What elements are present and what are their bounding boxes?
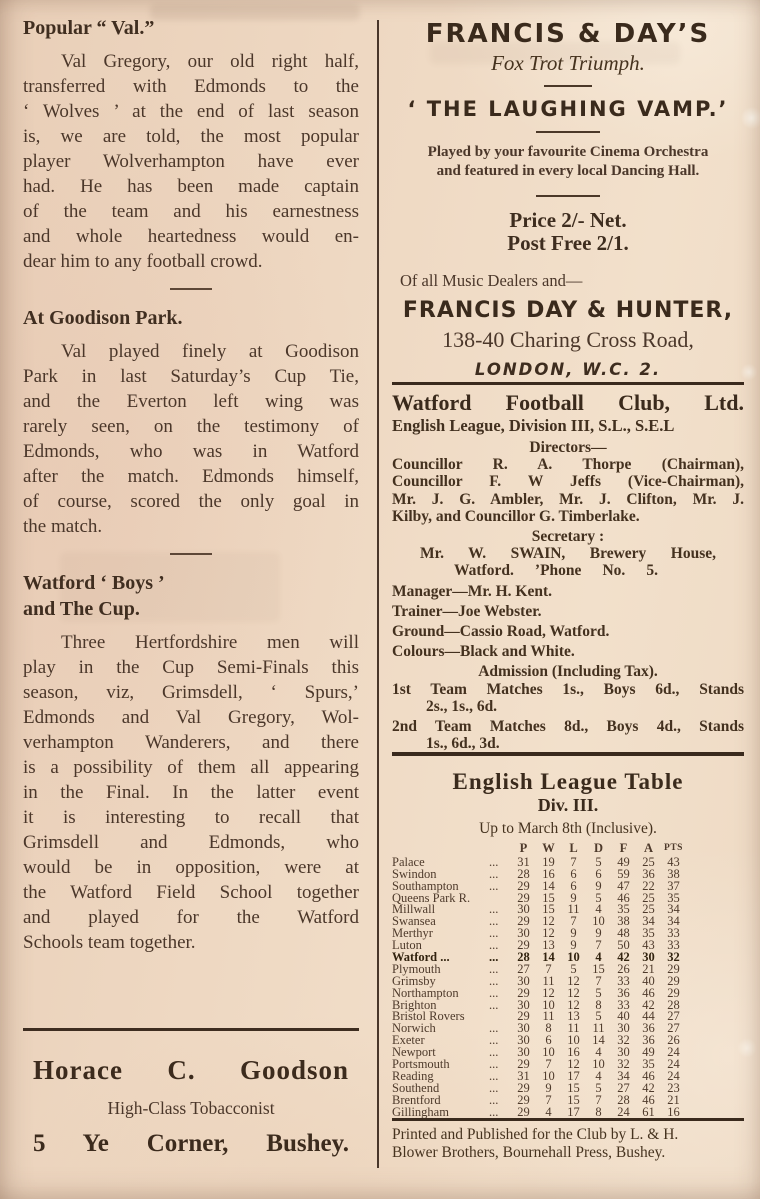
team-name: Norwich: [392, 1021, 436, 1036]
stat-value: 27: [617, 1080, 630, 1095]
club-info-line: Watford. ’Phone No. 5.: [454, 562, 658, 580]
stat-value: 35: [642, 1057, 655, 1072]
stat-value: 9: [545, 1080, 552, 1095]
column-header: PTS: [664, 843, 683, 853]
stat-value: 9: [595, 878, 602, 893]
stat-value: 31: [517, 854, 530, 869]
stat-value: 35: [667, 890, 680, 905]
stat-value: 4: [545, 1104, 552, 1119]
music-ad-brand: FRANCIS & DAY’S: [425, 19, 711, 49]
stat-value: 10: [542, 1045, 555, 1060]
leader-dots: ...: [489, 914, 499, 929]
stat-value: 13: [567, 1009, 580, 1024]
stat-value: 17: [567, 1068, 580, 1083]
music-ad: [392, 20, 744, 379]
league-table-header-row: [392, 843, 692, 855]
stat-value: 29: [667, 973, 680, 988]
article-heading: Popular “ Val.”: [23, 17, 155, 39]
stat-value: 29: [517, 1009, 530, 1024]
team-name: Brentford: [392, 1092, 441, 1107]
paragraph-line: and whole heartedness would en-: [23, 226, 359, 247]
stat-value: 12: [567, 997, 580, 1012]
column-header: D: [593, 841, 604, 855]
stat-value: 8: [595, 997, 602, 1012]
leader-dots: ...: [489, 1104, 499, 1119]
stat-value: 29: [517, 938, 530, 953]
stat-value: 10: [567, 950, 580, 965]
stat-value: 7: [595, 973, 602, 988]
stat-value: 34: [642, 914, 655, 929]
stat-value: 32: [667, 950, 680, 965]
stat-value: 17: [567, 1104, 580, 1119]
team-name: Queens Park R.: [392, 890, 471, 905]
stat-value: 10: [567, 1033, 580, 1048]
column-header: L: [569, 841, 578, 855]
stat-value: 12: [567, 1057, 580, 1072]
stat-value: 29: [517, 914, 530, 929]
leader-dots: ...: [489, 866, 499, 881]
music-ad-post-free: Post Free 2/1.: [507, 231, 629, 255]
stat-value: 10: [592, 914, 605, 929]
article-paragraph: [23, 49, 359, 274]
club-info-line: Secretary :: [531, 527, 605, 545]
paragraph-line: Schools team together.: [23, 932, 196, 953]
team-name: Bristol Rovers: [392, 1009, 465, 1024]
club-info-line: Directors—: [529, 439, 607, 456]
stat-value: 14: [542, 950, 555, 965]
leader-dots: ...: [489, 1080, 499, 1095]
stat-value: 7: [545, 1057, 552, 1072]
stat-value: 30: [617, 1045, 630, 1060]
league-table-title: English League Table: [452, 769, 684, 794]
team-name: Swindon: [392, 866, 437, 881]
stat-value: 30: [517, 997, 530, 1012]
club-info-section: [392, 382, 744, 752]
stat-value: 36: [642, 1033, 655, 1048]
paragraph-line: and played for the Watford: [23, 907, 359, 928]
stat-value: 4: [595, 950, 602, 965]
music-ad-address-street: 138-40 Charing Cross Road,: [442, 327, 694, 352]
club-subtitle: English League, Division III, S.L., S.E.L: [392, 416, 675, 435]
stat-value: 6: [570, 866, 577, 881]
stat-value: 12: [542, 914, 555, 929]
club-info-line: Mr. J. G. Ambler, Mr. J. Clifton, Mr. J.: [392, 490, 744, 508]
stat-value: 47: [617, 878, 630, 893]
leader-dots: ...: [489, 938, 499, 953]
stat-value: 29: [517, 890, 530, 905]
stat-value: 27: [517, 961, 530, 976]
stat-value: 36: [617, 985, 630, 1000]
stat-value: 23: [667, 1080, 680, 1095]
paragraph-line: of the team and his earnestness: [23, 201, 359, 222]
stat-value: 14: [542, 878, 555, 893]
leader-dots: ...: [489, 1021, 499, 1036]
stat-value: 29: [517, 985, 530, 1000]
stat-value: 30: [517, 1045, 530, 1060]
stat-value: 46: [642, 1092, 655, 1107]
music-ad-blurb-line: and featured in every local Dancing Hall.: [436, 163, 700, 179]
column-header: F: [619, 841, 628, 855]
music-ad-address-city: LONDON, W.C. 2.: [474, 360, 662, 379]
team-name: Plymouth: [392, 961, 441, 976]
paragraph-line: Grimsdell and Edmonds, who: [23, 832, 359, 853]
team-name: Palace: [392, 854, 425, 869]
leader-dots: ...: [489, 985, 499, 1000]
stat-value: 26: [617, 961, 630, 976]
stat-value: 16: [542, 866, 555, 881]
paragraph-line: it is interesting to recall that: [23, 807, 359, 828]
stat-value: 14: [592, 1033, 605, 1048]
club-title: Watford Football Club, Ltd.: [392, 391, 744, 415]
column-divider-rule: [377, 20, 379, 1168]
team-name: Southend: [392, 1080, 440, 1095]
music-ad-tagline: Fox Trot Triumph.: [491, 51, 645, 75]
paragraph-line: dear him to any football crowd.: [23, 251, 263, 272]
stat-value: 15: [567, 1080, 580, 1095]
stat-value: 5: [595, 985, 602, 1000]
stat-value: 10: [542, 1068, 555, 1083]
music-ad-song-title: ‘ THE LAUGHING VAMP.’: [407, 97, 729, 121]
stat-value: 33: [667, 926, 680, 941]
stat-value: 29: [517, 1080, 530, 1095]
stat-value: 61: [642, 1104, 655, 1119]
paragraph-line: Edmonds, who was in Watford: [23, 441, 359, 462]
stat-value: 6: [595, 866, 602, 881]
paragraph-line: ‘ Wolves ’ at the end of last season: [23, 101, 359, 122]
leader-dots: ...: [489, 1057, 499, 1072]
league-table-division: Div. III.: [537, 795, 599, 815]
leader-dots: ...: [489, 1092, 499, 1107]
paragraph-line: transferred with Edmonds to the: [23, 76, 359, 97]
imprint-line: Blower Brothers, Bournehall Press, Bushey.: [392, 1143, 666, 1161]
column-header: P: [519, 841, 528, 855]
stat-value: 5: [595, 890, 602, 905]
paragraph-line: the Watford Field School together: [23, 882, 359, 903]
paragraph-line: season, viz, Grimsdell, ‘ Spurs,’: [23, 682, 359, 703]
stat-value: 29: [667, 961, 680, 976]
paragraph-line: play in the Cup Semi-Finals this: [23, 657, 359, 678]
stat-value: 4: [595, 1045, 602, 1060]
stat-value: 30: [617, 1021, 630, 1036]
stat-value: 4: [595, 902, 602, 917]
paragraph-line: is a possibility of them all appearing: [23, 757, 359, 778]
stat-value: 42: [642, 1080, 655, 1095]
team-name: Portsmouth: [392, 1057, 450, 1072]
stat-value: 11: [567, 1021, 580, 1036]
stat-value: 24: [617, 1104, 630, 1119]
stat-value: 10: [542, 997, 555, 1012]
stat-value: 21: [642, 961, 655, 976]
leader-dots: ...: [489, 878, 499, 893]
stat-value: 9: [570, 890, 577, 905]
team-name: Grimsby: [392, 973, 436, 988]
stat-value: 29: [517, 1057, 530, 1072]
paragraph-line: Three Hertfordshire men will: [61, 632, 359, 653]
stat-value: 5: [595, 1080, 602, 1095]
article-heading: and The Cup.: [23, 598, 140, 620]
stat-value: 8: [595, 1104, 602, 1119]
stat-value: 15: [542, 890, 555, 905]
article-divider: [170, 288, 212, 290]
stat-value: 5: [595, 1009, 602, 1024]
paragraph-line: is, we are told, the most popular: [23, 126, 359, 147]
paragraph-line: of course, scored the only goal in: [23, 491, 359, 512]
stat-value: 15: [542, 902, 555, 917]
team-name: Swansea: [392, 914, 436, 929]
paragraph-line: verhampton Wanderers, and there: [23, 732, 359, 753]
stat-value: 25: [642, 890, 655, 905]
stat-value: 15: [592, 961, 605, 976]
stat-value: 31: [517, 1068, 530, 1083]
stat-value: 50: [617, 938, 630, 953]
club-info-line: 2nd Team Matches 8d., Boys 4d., Stands: [392, 717, 744, 735]
leader-dots: ...: [489, 1045, 499, 1060]
stat-value: 11: [542, 973, 555, 988]
right-column: [392, 14, 744, 1199]
leader-dots: ...: [489, 973, 499, 988]
tobacconist-subtitle: High-Class Tobacconist: [107, 1098, 275, 1118]
stat-value: 46: [642, 985, 655, 1000]
stat-value: 16: [667, 1104, 680, 1119]
paragraph-line: after the match. Edmonds himself,: [23, 466, 359, 487]
stat-value: 19: [542, 854, 555, 869]
stat-value: 40: [617, 1009, 630, 1024]
short-rule: [536, 131, 600, 133]
short-rule: [536, 195, 600, 197]
stat-value: 46: [642, 1068, 655, 1083]
short-rule: [544, 85, 592, 87]
stat-value: 5: [570, 961, 577, 976]
stat-value: 30: [517, 902, 530, 917]
stat-value: 24: [667, 1057, 680, 1072]
article-heading: At Goodison Park.: [23, 307, 183, 329]
imprint: [392, 1118, 744, 1161]
stat-value: 29: [667, 985, 680, 1000]
stat-value: 12: [567, 985, 580, 1000]
club-info-line: Admission (Including Tax).: [478, 663, 658, 681]
stat-value: 35: [617, 902, 630, 917]
stat-value: 49: [617, 854, 630, 869]
stat-value: 28: [667, 997, 680, 1012]
team-name: Newport: [392, 1045, 436, 1060]
stat-value: 21: [667, 1092, 680, 1107]
leader-dots: ...: [489, 1068, 499, 1083]
club-info-line: Mr. W. SWAIN, Brewery House,: [420, 545, 716, 563]
stat-value: 37: [667, 878, 680, 893]
club-info-line: Ground—Cassio Road, Watford.: [392, 622, 610, 640]
stat-value: 28: [517, 950, 530, 965]
stat-value: 25: [642, 902, 655, 917]
column-header: W: [542, 841, 555, 855]
tobacconist-name: Horace C. Goodson: [33, 1055, 349, 1085]
stat-value: 30: [642, 950, 655, 965]
stat-value: 5: [595, 854, 602, 869]
stat-value: 15: [567, 1092, 580, 1107]
stat-value: 4: [595, 1068, 602, 1083]
paragraph-line: Val played finely at Goodison: [61, 341, 359, 362]
stat-value: 42: [617, 950, 630, 965]
paragraph-line: in the Final. In the latter event: [23, 782, 359, 803]
music-ad-price: Price 2/- Net.: [509, 208, 627, 232]
league-table-section: [392, 752, 744, 1118]
stat-value: 25: [642, 854, 655, 869]
stat-value: 7: [545, 961, 552, 976]
leader-dots: ...: [489, 1033, 499, 1048]
team-name: Gillingham: [392, 1104, 449, 1119]
paragraph-line: rarely seen, on the testimony of: [23, 416, 359, 437]
table-row: [392, 1104, 692, 1119]
stat-value: 30: [517, 1033, 530, 1048]
club-info-line: Councillor F. W Jeffs (Vice-Chairman),: [392, 473, 744, 491]
music-ad-publisher: FRANCIS DAY & HUNTER,: [402, 298, 734, 323]
stat-value: 32: [617, 1033, 630, 1048]
stat-value: 12: [542, 985, 555, 1000]
stat-value: 59: [617, 866, 630, 881]
stat-value: 48: [617, 926, 630, 941]
club-info-line: 2s., 1s., 6d.: [426, 697, 498, 715]
stat-value: 29: [517, 1104, 530, 1119]
club-lines: [392, 439, 744, 752]
stat-value: 7: [570, 854, 577, 869]
stat-value: 9: [595, 926, 602, 941]
team-name: Merthyr: [392, 926, 433, 941]
stat-value: 22: [642, 878, 655, 893]
stat-value: 38: [617, 914, 630, 929]
stat-value: 7: [570, 914, 577, 929]
league-table-body: [392, 854, 744, 1119]
stat-value: 9: [570, 926, 577, 941]
club-info-line: Councillor R. A. Thorpe (Chairman),: [392, 456, 744, 474]
paragraph-line: Val Gregory, our old right half,: [61, 51, 359, 72]
team-name: Exeter: [392, 1033, 425, 1048]
header-spacer: [392, 843, 489, 855]
stat-value: 34: [667, 914, 680, 929]
music-ad-dealers-line: Of all Music Dealers and—: [400, 271, 583, 290]
team-name: Millwall: [392, 902, 436, 917]
stat-value: 12: [567, 973, 580, 988]
article-divider: [170, 553, 212, 555]
header-spacer: [489, 843, 511, 855]
stat-value: 7: [545, 1092, 552, 1107]
stat-value: 36: [642, 1021, 655, 1036]
paragraph-line: Park in last Saturday’s Cup Tie,: [23, 366, 359, 387]
stat-value: 33: [667, 938, 680, 953]
stat-value: 27: [667, 1009, 680, 1024]
stat-value: 7: [595, 1092, 602, 1107]
article-heading: Watford ‘ Boys ’: [23, 572, 165, 594]
stat-value: 26: [667, 1033, 680, 1048]
club-info-line: Kilby, and Councillor G. Timberlake.: [392, 507, 640, 525]
stat-value: 35: [642, 926, 655, 941]
stat-value: 30: [517, 926, 530, 941]
articles: [23, 16, 359, 955]
league-table-date-note: Up to March 8th (Inclusive).: [479, 820, 657, 837]
stat-value: 11: [592, 1021, 605, 1036]
paragraph-line: and the Everton left wing was: [23, 391, 359, 412]
stat-value: 12: [542, 926, 555, 941]
leader-dots: ...: [489, 854, 499, 869]
stat-value: 16: [567, 1045, 580, 1060]
stat-value: 49: [642, 1045, 655, 1060]
stat-value: 33: [617, 997, 630, 1012]
stat-value: 27: [667, 1021, 680, 1036]
leader-dots: ...: [489, 961, 499, 976]
stat-value: 30: [517, 1021, 530, 1036]
stat-value: 24: [667, 1045, 680, 1060]
stat-value: 36: [642, 866, 655, 881]
leader-dots: ...: [489, 997, 499, 1012]
column-header: A: [643, 841, 654, 855]
team-name: Northampton: [392, 985, 459, 1000]
tobacconist-ad: [23, 1028, 359, 1158]
stat-value: 34: [667, 902, 680, 917]
stat-value: 13: [542, 938, 555, 953]
team-name: Watford ...: [392, 950, 450, 965]
stat-value: 34: [617, 1068, 630, 1083]
paragraph-line: had. He has been made captain: [23, 176, 359, 197]
stat-value: 11: [567, 902, 580, 917]
leader-dots: ...: [489, 926, 499, 941]
stat-value: 28: [517, 866, 530, 881]
stat-value: 43: [642, 938, 655, 953]
leader-dots: ...: [489, 950, 499, 965]
club-info-line: Colours—Black and White.: [392, 643, 575, 661]
stat-value: 38: [667, 866, 680, 881]
stat-value: 11: [542, 1009, 555, 1024]
stat-value: 6: [570, 878, 577, 893]
leader-dots: ...: [489, 902, 499, 917]
music-ad-blurb-line: Played by your favourite Cinema Orchestra: [427, 144, 709, 160]
club-info-line: Trainer—Joe Webster.: [392, 602, 542, 620]
stat-value: 29: [517, 878, 530, 893]
stat-value: 24: [667, 1068, 680, 1083]
team-name: Luton: [392, 938, 422, 953]
club-info-line: 1s., 6d., 3d.: [426, 735, 500, 753]
paragraph-line: player Wolverhampton have ever: [23, 151, 359, 172]
paragraph-line: would be in opposition, were at: [23, 857, 359, 878]
stat-value: 7: [595, 938, 602, 953]
stat-value: 44: [642, 1009, 655, 1024]
stat-value: 29: [517, 1092, 530, 1107]
stat-value: 43: [667, 854, 680, 869]
left-column: [23, 16, 359, 1186]
team-name: Brighton: [392, 997, 437, 1012]
stat-value: 46: [617, 890, 630, 905]
stat-value: 40: [642, 973, 655, 988]
stat-value: 28: [617, 1092, 630, 1107]
stat-value: 33: [617, 973, 630, 988]
imprint-line: Printed and Published for the Club by L. & H.: [392, 1126, 679, 1143]
article-paragraph: [23, 339, 359, 539]
tobacconist-address: 5 Ye Corner, Bushey.: [33, 1130, 349, 1157]
stat-value: 6: [545, 1033, 552, 1048]
stat-value: 32: [617, 1057, 630, 1072]
paragraph-line: Edmonds and Val Gregory, Wol-: [23, 707, 359, 728]
stat-value: 30: [517, 973, 530, 988]
stat-value: 42: [642, 997, 655, 1012]
paragraph-line: the match.: [23, 516, 103, 537]
team-name: Reading: [392, 1068, 434, 1083]
stat-value: 8: [545, 1021, 552, 1036]
club-info-line: Manager—Mr. H. Kent.: [392, 582, 552, 600]
article-paragraph: [23, 630, 359, 955]
club-info-line: 1st Team Matches 1s., Boys 6d., Stands: [392, 680, 744, 698]
stat-value: 9: [570, 938, 577, 953]
team-name: Southampton: [392, 878, 459, 893]
stat-value: 10: [592, 1057, 605, 1072]
